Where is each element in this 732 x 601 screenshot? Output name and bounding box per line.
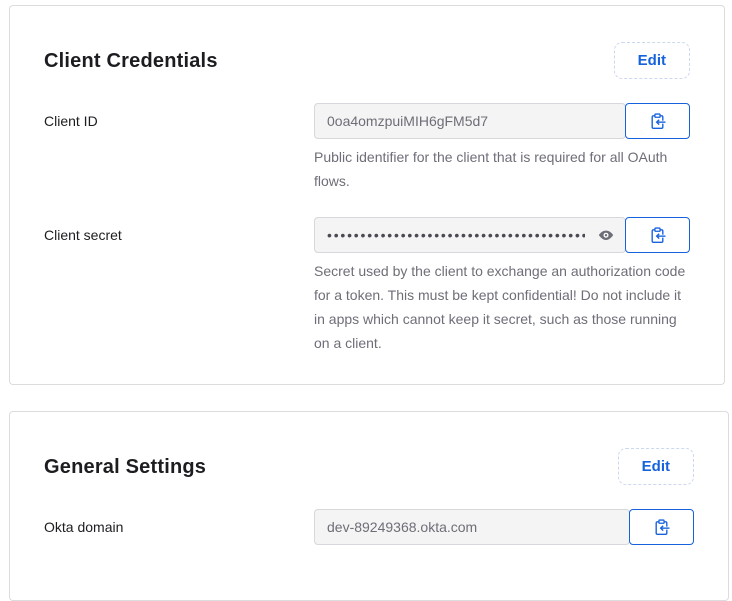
client-credentials-section bbox=[9, 5, 725, 385]
client-secret-control bbox=[314, 217, 690, 253]
client-id-input-wrap bbox=[314, 103, 626, 139]
show-secret-button[interactable] bbox=[598, 229, 614, 241]
client-secret-input[interactable] bbox=[314, 217, 626, 253]
client-id-row bbox=[44, 103, 690, 193]
client-id-help: Public identifier for the client that is required for all OAuth flows. bbox=[314, 149, 668, 189]
client-secret-field bbox=[314, 217, 690, 355]
client-id-field bbox=[314, 103, 690, 193]
copy-client-secret-button[interactable] bbox=[625, 217, 690, 253]
eye-icon bbox=[598, 230, 614, 241]
client-credentials-title: Client Credentials bbox=[44, 49, 218, 72]
copy-to-clipboard-icon bbox=[653, 519, 670, 536]
client-secret-input-wrap bbox=[314, 217, 626, 253]
client-secret-label: Client secret bbox=[44, 227, 122, 243]
general-settings-section bbox=[9, 411, 729, 601]
edit-client-credentials-button[interactable]: Edit bbox=[614, 42, 690, 79]
client-credentials-header bbox=[44, 42, 690, 79]
okta-domain-control bbox=[314, 509, 694, 545]
general-settings-title: General Settings bbox=[44, 455, 207, 478]
okta-domain-input-wrap bbox=[314, 509, 630, 545]
okta-domain-input[interactable] bbox=[314, 509, 630, 545]
general-settings-header bbox=[44, 448, 694, 485]
okta-domain-label: Okta domain bbox=[44, 519, 124, 535]
okta-domain-row bbox=[44, 509, 694, 545]
okta-domain-field bbox=[314, 509, 694, 545]
copy-client-id-button[interactable] bbox=[625, 103, 690, 139]
client-id-input[interactable] bbox=[314, 103, 626, 139]
copy-okta-domain-button[interactable] bbox=[629, 509, 694, 545]
edit-general-settings-button[interactable]: Edit bbox=[618, 448, 694, 485]
copy-to-clipboard-icon bbox=[649, 113, 666, 130]
copy-to-clipboard-icon bbox=[649, 227, 666, 244]
client-secret-help: Secret used by the client to exchange an authorization code for a token. This must be kept confidential! Do not include it in apps which cannot keep it secret, such as those running on a client. bbox=[314, 263, 686, 351]
client-id-label: Client ID bbox=[44, 113, 98, 129]
client-secret-row bbox=[44, 217, 690, 355]
client-id-control bbox=[314, 103, 690, 139]
